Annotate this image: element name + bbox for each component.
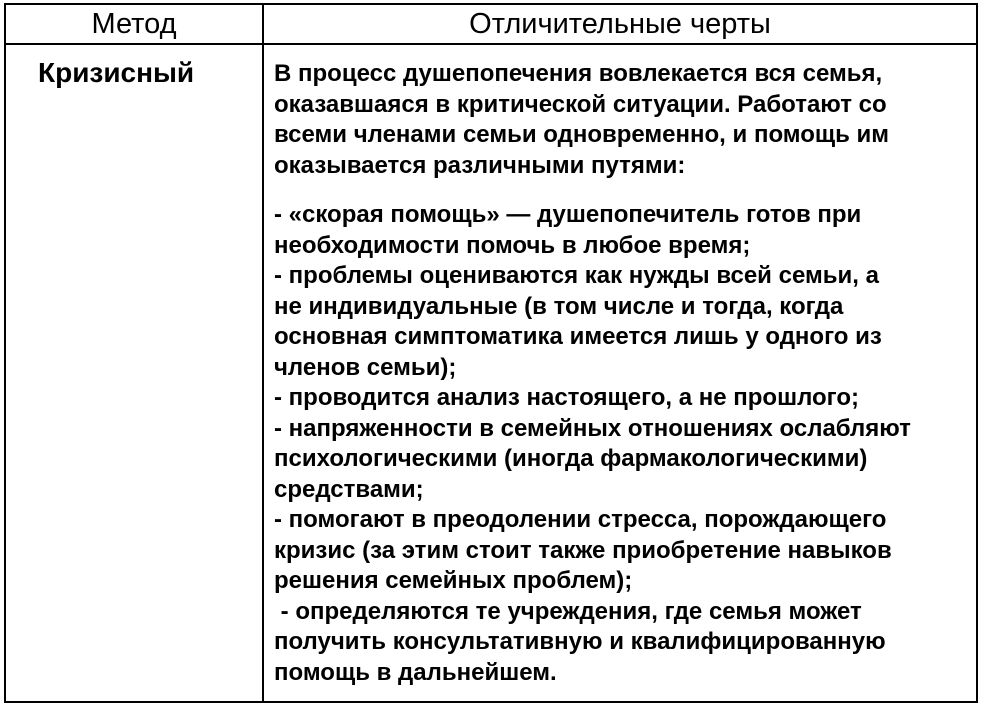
list-line: необходимости помочь в любое время; — [274, 231, 751, 259]
list-line: основная симптоматика имеется лишь у одного из — [274, 323, 882, 350]
header-divider — [6, 43, 976, 45]
header-method: Метод — [91, 8, 177, 40]
list-line: - «скорая помощь» — душепопечитель готов при — [274, 201, 862, 228]
paragraph-gap — [274, 181, 976, 200]
header-features: Отличительные черты — [469, 8, 771, 40]
text-line: всеми членами семьи одновременно, и помощь им — [274, 121, 890, 148]
list-line: - определяются те учреждения, где семья может — [274, 597, 862, 625]
methods-table — [4, 3, 978, 703]
column-divider — [262, 5, 264, 701]
list-line: - помогают в преодолении стресса, порождающего — [274, 506, 887, 533]
text-line: оказавшаяся в критической ситуации. Работают со — [274, 90, 887, 118]
list-line: получить консультативную и квалифицированную — [274, 628, 886, 655]
list-line: - напряженности в семейных отношениях ослабляют — [274, 414, 911, 442]
list-line: - проводится анализ настоящего, а не прошлого; — [274, 384, 860, 411]
list-line: не индивидуальные (в том числе и тогда, когда — [274, 292, 844, 320]
list-line: помощь в дальнейшем. — [274, 658, 557, 686]
text-line: оказывается различными путями: — [274, 151, 686, 179]
method-name-cell: Кризисный — [38, 57, 195, 88]
list-line: кризис (за этим стоит также приобретение навыков — [274, 536, 892, 564]
features-cell — [274, 59, 976, 688]
list-line: психологическими (иногда фармакологическими) — [274, 445, 868, 472]
list-line: - проблемы оцениваются как нужды всей семьи, а — [274, 262, 879, 289]
list-line: решения семейных проблем); — [274, 567, 633, 594]
list-line: средствами; — [274, 475, 424, 503]
list-line: членов семьи); — [274, 353, 457, 381]
text-line: В процесс душепопечения вовлекается вся семья, — [274, 60, 883, 87]
